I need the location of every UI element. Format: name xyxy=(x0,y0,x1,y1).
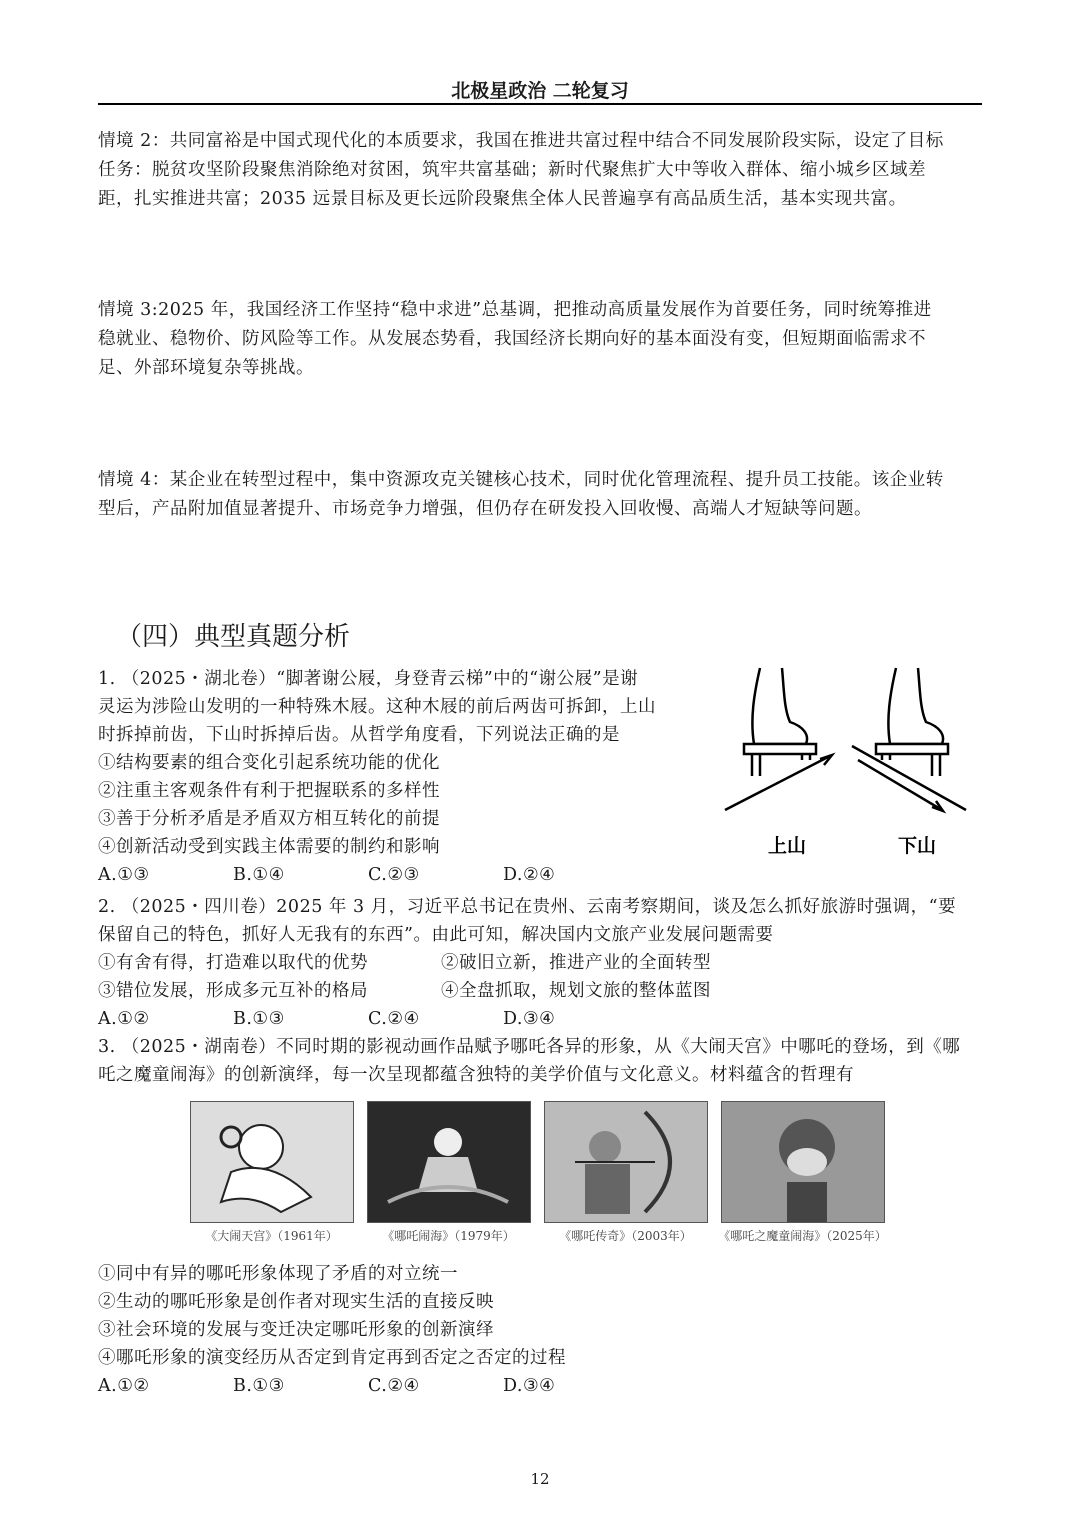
question-item: ③社会环境的发展与变迁决定哪吒形象的创新演绎 xyxy=(98,1320,494,1340)
still-image-1979 xyxy=(367,1101,531,1223)
downhill-label: 下山 xyxy=(898,835,937,857)
option-c: C.②③ xyxy=(368,865,420,885)
question-item: ④哪吒形象的演变经历从否定到肯定再到否定之否定的过程 xyxy=(98,1348,566,1368)
option-d: D.②④ xyxy=(503,865,556,885)
uphill-label: 上山 xyxy=(768,835,807,857)
caption-2003: 《哪吒传奇》（2003年） xyxy=(559,1229,692,1243)
option-a: A.①③ xyxy=(98,865,150,885)
answer-options xyxy=(98,1005,956,1033)
caption-1979: 《哪吒闹海》（1979年） xyxy=(382,1229,515,1243)
nezha-figure-icon xyxy=(722,1102,884,1222)
item-row xyxy=(98,949,956,977)
question-1 xyxy=(98,665,656,889)
option-c: C.②④ xyxy=(368,1009,420,1029)
question-3-items xyxy=(98,1260,638,1400)
question-item: ①同中有异的哪吒形象体现了矛盾的对立统一 xyxy=(98,1264,458,1284)
question-item: ②生动的哪吒形象是创作者对现实生活的直接反映 xyxy=(98,1292,494,1312)
still-image-2025 xyxy=(721,1101,885,1223)
page-number: 12 xyxy=(530,1470,550,1488)
scenario-line: 距，扎实推进共富；2035 远景目标及更长远阶段聚焦全体人民普遍享有高品质生活，基本实现共富。 xyxy=(98,189,907,209)
question-item: ①有舍有得，打造难以取代的优势 xyxy=(98,953,368,973)
page-header: 北极星政治 二轮复习 xyxy=(451,80,629,102)
option-b: B.①③ xyxy=(233,1009,285,1029)
answer-options xyxy=(98,1372,638,1400)
clog-illustration xyxy=(720,664,970,860)
scenario-2 xyxy=(98,127,982,214)
section-title: （四）典型真题分析 xyxy=(116,622,351,652)
scenario-line: 任务：脱贫攻坚阶段聚焦消除绝对贫困，筑牢共富基础；新时代聚焦扩大中等收入群体、缩小城乡区域差 xyxy=(98,160,926,180)
scenario-3 xyxy=(98,296,982,383)
clog-figure xyxy=(720,664,970,860)
nezha-figure-icon xyxy=(191,1102,353,1222)
scenario-line: 型后，产品附加值显著提升、市场竞争力增强，但仍存在研发投入回收慢、高端人才短缺等问题。 xyxy=(98,499,872,519)
scenario-line: 足、外部环境复杂等挑战。 xyxy=(98,358,314,378)
scenario-4 xyxy=(98,466,982,524)
question-stem: 时拆掉前齿，下山时拆掉后齿。从哲学角度看，下列说法正确的是 xyxy=(98,725,620,745)
question-item: ②注重主客观条件有利于把握联系的多样性 xyxy=(98,781,440,801)
question-item: ③善于分析矛盾是矛盾双方相互转化的前提 xyxy=(98,809,440,829)
question-stem: 2. （2025・四川卷）2025 年 3 月，习近平总书记在贵州、云南考察期间，谈及怎么抓好旅游时强调，“要 xyxy=(98,897,957,917)
header-rule xyxy=(98,103,982,105)
nezha-figure-icon xyxy=(368,1102,530,1222)
caption-2025: 《哪吒之魔童闹海》（2025年） xyxy=(718,1229,887,1243)
question-item: ③错位发展，形成多元互补的格局 xyxy=(98,981,368,1001)
question-stem: 3. （2025・湖南卷）不同时期的影视动画作品赋予哪吒各异的形象，从《大闹天宫》中哪吒的登场，到《哪 xyxy=(98,1037,961,1057)
nezha-figure-icon xyxy=(545,1102,707,1222)
question-stem: 1. （2025・湖北卷）“脚著谢公屐，身登青云梯”中的“谢公屐”是谢 xyxy=(98,669,639,689)
option-c: C.②④ xyxy=(368,1376,420,1396)
option-d: D.③④ xyxy=(503,1376,556,1396)
option-a: A.①② xyxy=(98,1009,150,1029)
question-3 xyxy=(98,1033,960,1089)
question-item: ②破旧立新，推进产业的全面转型 xyxy=(441,953,711,973)
question-stem: 灵运为涉险山发明的一种特殊木屐。这种木屐的前后两齿可拆卸，上山 xyxy=(98,697,656,717)
scenario-line: 稳就业、稳物价、防风险等工作。从发展态势看，我国经济长期向好的基本面没有变，但短期面临需求不 xyxy=(98,329,926,349)
question-2 xyxy=(98,893,956,1033)
caption-1961: 《大闹天宫》（1961年） xyxy=(205,1229,338,1243)
item-row xyxy=(98,977,956,1005)
question-item: ①结构要素的组合变化引起系统功能的优化 xyxy=(98,753,440,773)
option-d: D.③④ xyxy=(503,1009,556,1029)
answer-options xyxy=(98,861,656,889)
question-item: ④创新活动受到实践主体需要的制约和影响 xyxy=(98,837,440,857)
question-item: ④全盘抓取，规划文旅的整体蓝图 xyxy=(441,981,711,1001)
scenario-line: 情境 2：共同富裕是中国式现代化的本质要求，我国在推进共富过程中结合不同发展阶段实际，设定了目标 xyxy=(98,131,944,151)
scenario-line: 情境 4：某企业在转型过程中，集中资源攻克关键核心技术，同时优化管理流程、提升员工技能。该企业转 xyxy=(98,470,944,490)
option-b: B.①③ xyxy=(233,1376,285,1396)
scenario-line: 情境 3:2025 年，我国经济工作坚持“稳中求进”总基调，把推动高质量发展作为首要任务，同时统筹推进 xyxy=(98,300,932,320)
still-image-1961 xyxy=(190,1101,354,1223)
option-a: A.①② xyxy=(98,1376,150,1396)
still-image-2003 xyxy=(544,1101,708,1223)
option-b: B.①④ xyxy=(233,865,285,885)
question-stem: 保留自己的特色，抓好人无我有的东西”。由此可知，解决国内文旅产业发展问题需要 xyxy=(98,925,774,945)
question-stem: 吒之魔童闹海》的创新演绎，每一次呈现都蕴含独特的美学价值与文化意义。材料蕴含的哲理有 xyxy=(98,1065,854,1085)
